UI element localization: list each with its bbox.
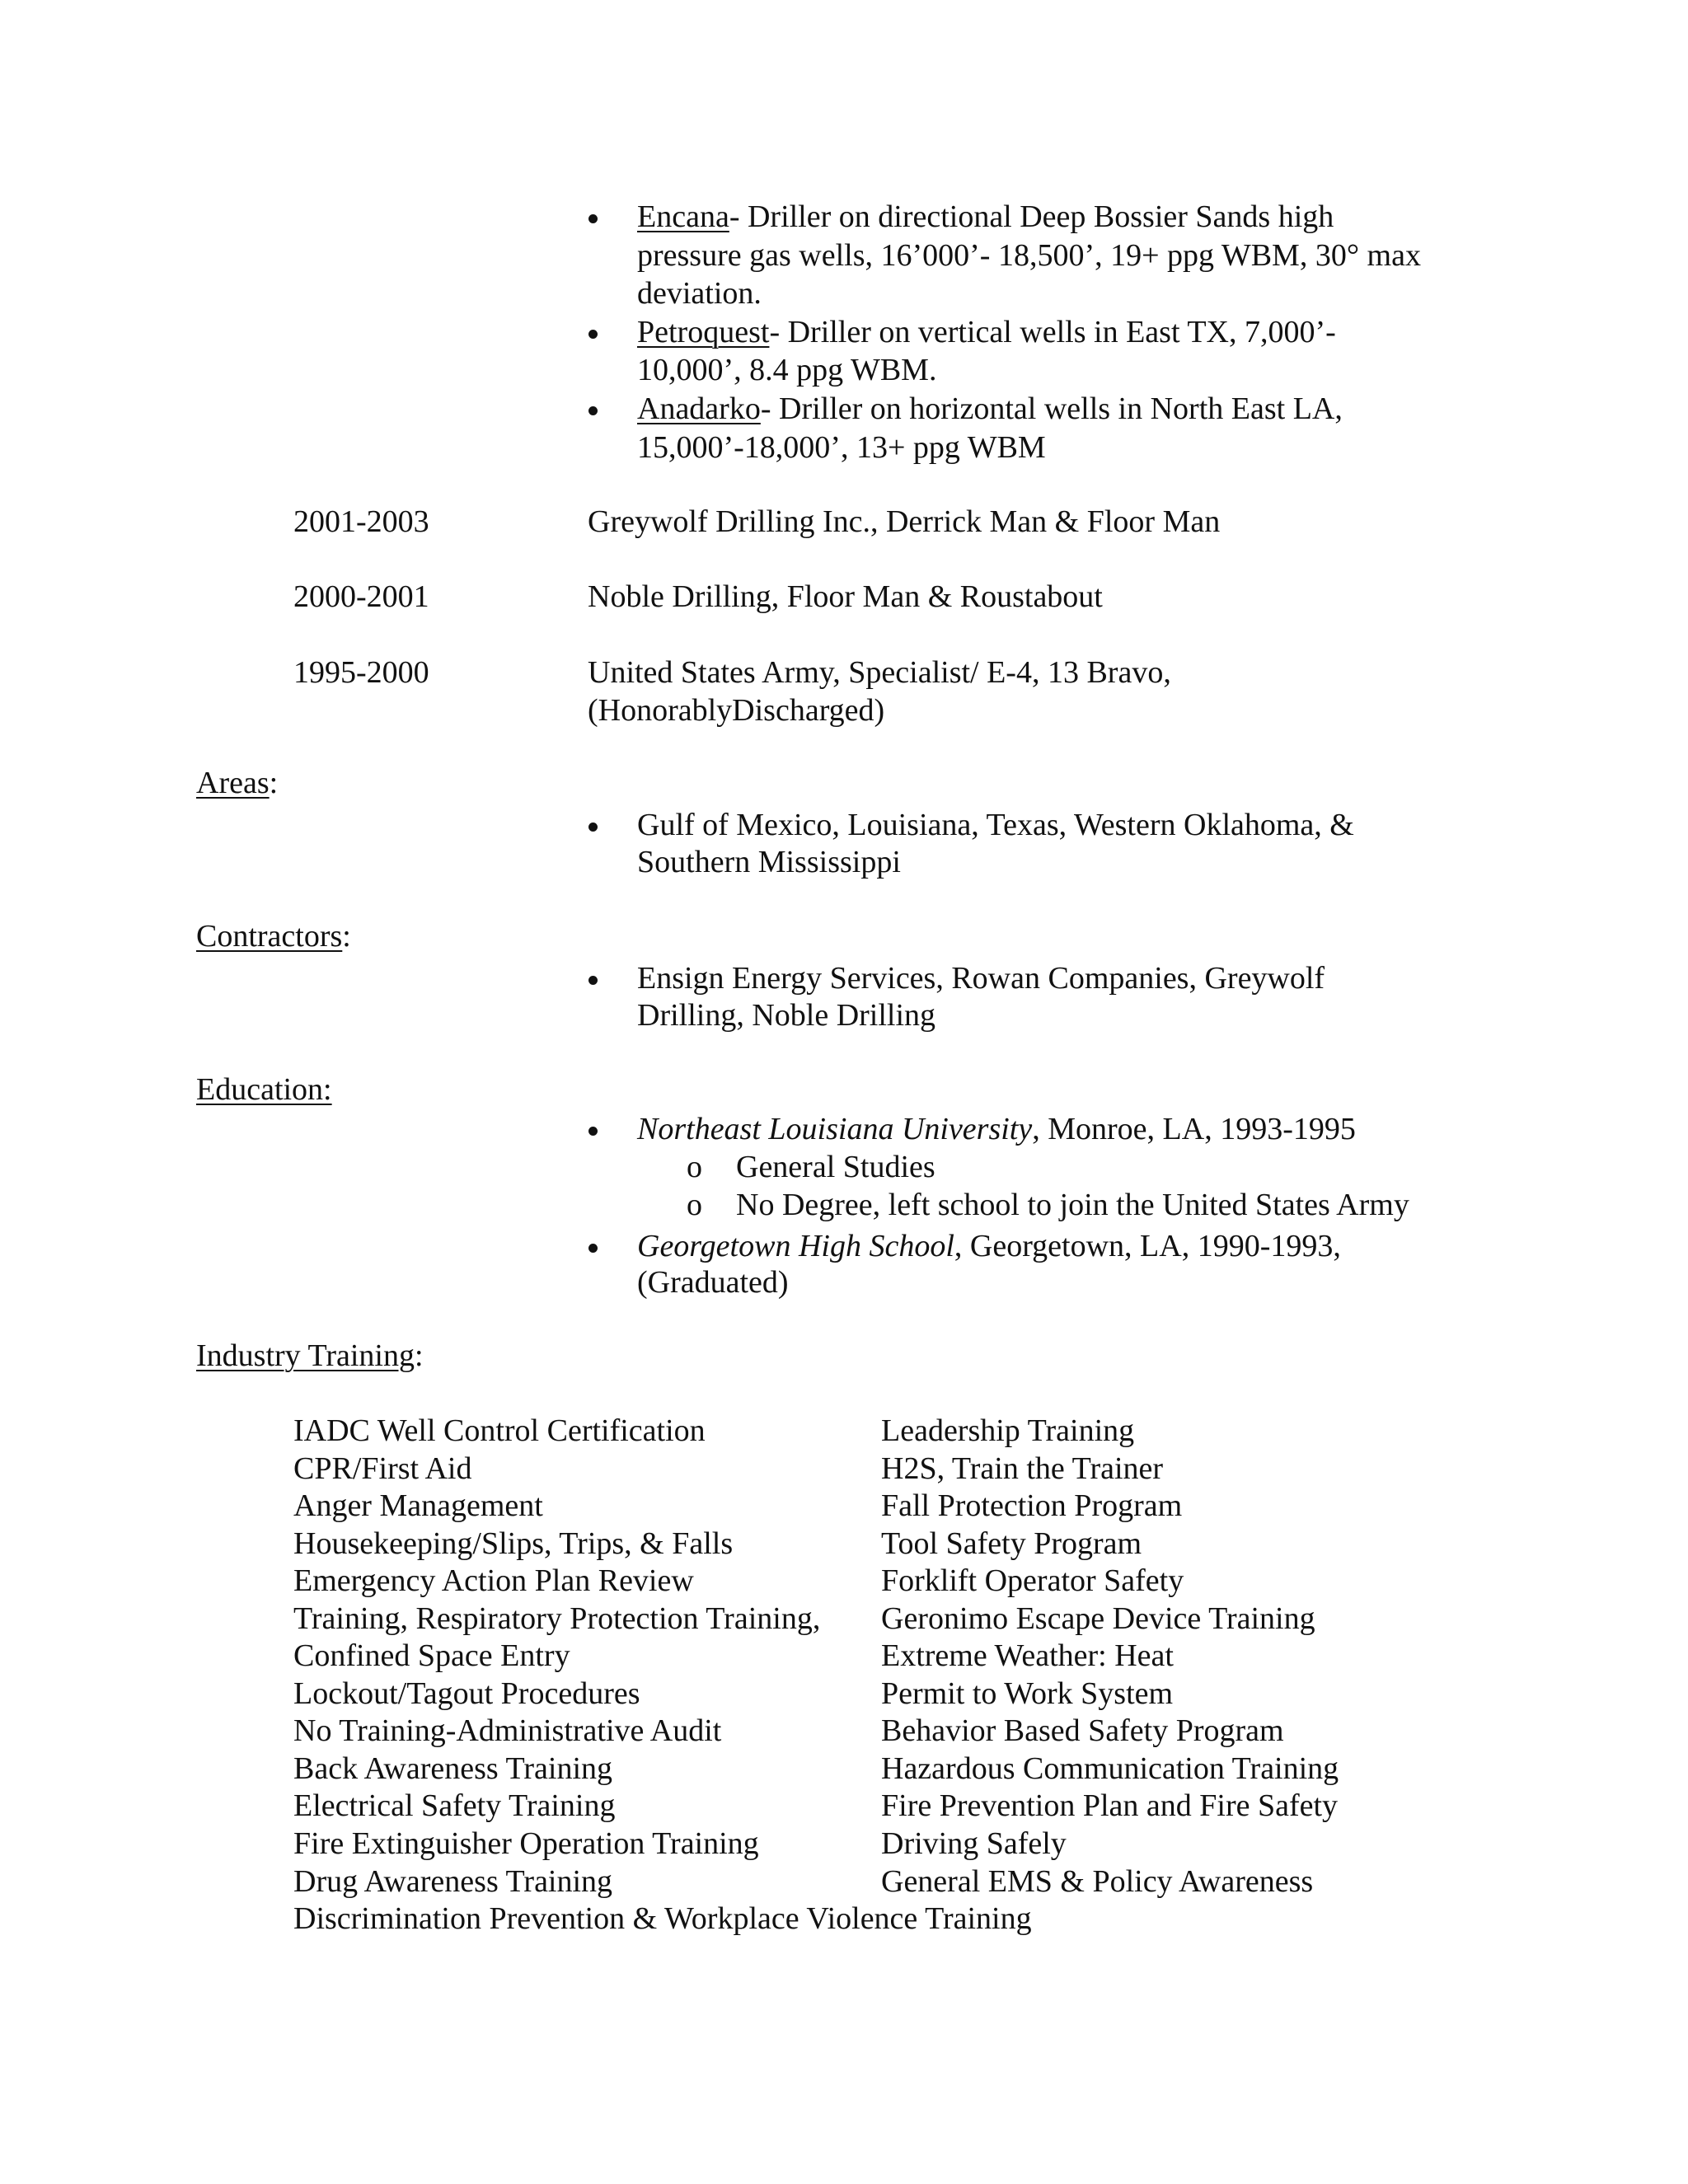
- contractors-text: Ensign Energy Services, Rowan Companies, Greywolf: [637, 961, 1325, 996]
- training-item: Training, Respiratory Protection Training,: [293, 1601, 821, 1636]
- training-item: Drug Awareness Training: [293, 1864, 613, 1899]
- section-heading-training: [196, 1337, 424, 1375]
- heading-colon: :: [269, 766, 279, 800]
- training-item: Fire Prevention Plan and Fire Safety: [881, 1788, 1339, 1823]
- heading-label: Industry Training: [196, 1338, 415, 1373]
- training-item: Fire Extinguisher Operation Training: [293, 1826, 759, 1861]
- work-bullet-line: [637, 313, 1336, 351]
- training-item: Confined Space Entry: [293, 1638, 570, 1673]
- history-entry: Noble Drilling, Floor Man & Roustabout: [588, 579, 1103, 614]
- training-item: Anger Management: [293, 1488, 543, 1523]
- heading-colon: :: [414, 1338, 424, 1373]
- work-description: 15,000’-18,000’, 13+ ppg WBM: [637, 430, 1046, 465]
- areas-text: Southern Mississippi: [637, 845, 901, 879]
- sub-bullet-icon: o: [687, 1188, 702, 1222]
- work-description: 10,000’, 8.4 ppg WBM.: [637, 353, 937, 387]
- school-line: [637, 1110, 1356, 1148]
- training-item: IADC Well Control Certification: [293, 1413, 706, 1448]
- training-item: Housekeeping/Slips, Trips, & Falls: [293, 1526, 734, 1561]
- training-item: Emergency Action Plan Review: [293, 1563, 694, 1598]
- work-description: - Driller on directional Deep Bossier Sands high: [729, 199, 1334, 234]
- training-item: Extreme Weather: Heat: [881, 1638, 1174, 1673]
- sub-bullet-icon: o: [687, 1150, 702, 1184]
- bullet-icon: [588, 1127, 598, 1136]
- work-bullet-line: [637, 390, 1343, 428]
- bullet-icon: [588, 330, 598, 339]
- training-item: Electrical Safety Training: [293, 1788, 616, 1823]
- school-details: (Graduated): [637, 1265, 789, 1300]
- bullet-icon: [588, 1244, 598, 1253]
- school-line: [637, 1227, 1341, 1265]
- school-details: , Georgetown, LA, 1990-1993,: [954, 1229, 1341, 1263]
- school-sub-item: No Degree, left school to join the United States Army: [736, 1188, 1409, 1222]
- heading-label: Contractors: [196, 919, 343, 954]
- section-heading-contractors: [196, 917, 351, 955]
- work-description: - Driller on vertical wells in East TX, 7,000’-: [769, 315, 1336, 349]
- history-entry: Greywolf Drilling Inc., Derrick Man & Floor Man: [588, 504, 1221, 539]
- training-item: Behavior Based Safety Program: [881, 1713, 1284, 1748]
- training-item-last: Discrimination Prevention & Workplace Violence Training: [293, 1901, 1032, 1936]
- training-item: CPR/First Aid: [293, 1451, 472, 1486]
- bullet-icon: [588, 976, 598, 985]
- training-item: H2S, Train the Trainer: [881, 1451, 1164, 1486]
- training-item: Lockout/Tagout Procedures: [293, 1676, 640, 1711]
- heading-colon: :: [342, 919, 351, 954]
- bullet-icon: [588, 214, 598, 223]
- school-name: Northeast Louisiana University: [637, 1112, 1033, 1146]
- training-item: Driving Safely: [881, 1826, 1067, 1861]
- work-description: - Driller on horizontal wells in North East LA,: [760, 391, 1343, 426]
- bullet-icon: [588, 406, 598, 415]
- work-description: deviation.: [637, 276, 762, 311]
- company-name: Encana: [637, 199, 729, 234]
- training-item: Hazardous Communication Training: [881, 1751, 1339, 1786]
- work-description: pressure gas wells, 16’000’- 18,500’, 19+ ppg WBM, 30° max: [637, 238, 1421, 273]
- bullet-icon: [588, 823, 598, 832]
- training-item: General EMS & Policy Awareness: [881, 1864, 1314, 1899]
- training-item: Back Awareness Training: [293, 1751, 613, 1786]
- training-item: No Training-Administrative Audit: [293, 1713, 722, 1748]
- history-entry: United States Army, Specialist/ E-4, 13 Bravo,: [588, 655, 1171, 690]
- history-years: 1995-2000: [293, 655, 429, 690]
- training-item: Fall Protection Program: [881, 1488, 1183, 1523]
- history-years: 2001-2003: [293, 504, 429, 539]
- company-name: Petroquest: [637, 315, 770, 349]
- school-details: , Monroe, LA, 1993-1995: [1032, 1112, 1356, 1146]
- heading-label: Areas: [196, 766, 270, 800]
- contractors-text: Drilling, Noble Drilling: [637, 998, 936, 1033]
- areas-text: Gulf of Mexico, Louisiana, Texas, Western Oklahoma, &: [637, 808, 1354, 842]
- school-name: Georgetown High School: [637, 1229, 954, 1263]
- training-item: Leadership Training: [881, 1413, 1135, 1448]
- training-item: Tool Safety Program: [881, 1526, 1142, 1561]
- history-years: 2000-2001: [293, 579, 429, 614]
- section-heading-education: Education:: [196, 1072, 332, 1107]
- training-item: Forklift Operator Safety: [881, 1563, 1184, 1598]
- work-bullet-line: [637, 198, 1334, 236]
- school-sub-item: General Studies: [736, 1150, 935, 1184]
- training-item: Geronimo Escape Device Training: [881, 1601, 1315, 1636]
- section-heading-areas: [196, 764, 278, 802]
- training-item: Permit to Work System: [881, 1676, 1174, 1711]
- history-entry: (HonorablyDischarged): [588, 693, 885, 728]
- company-name: Anadarko: [637, 391, 761, 426]
